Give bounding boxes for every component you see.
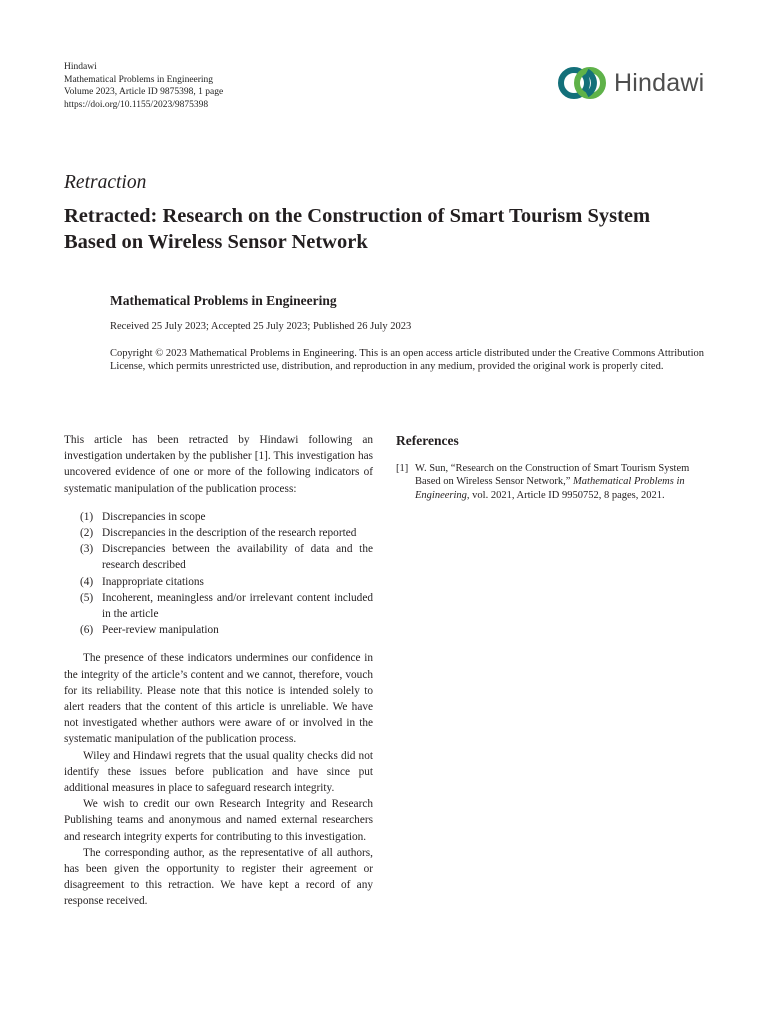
list-item: (3) Discrepancies between the availability of data and the research described (80, 543, 373, 572)
journal-metadata (64, 61, 223, 111)
list-item: (6) Peer-review manipulation (80, 624, 219, 637)
logo-text: Hindawi (614, 68, 705, 97)
body-paragraph: Wiley and Hindawi regrets that the usual quality checks did not identify these issues before publication and have since put additional measures in place to safeguard research integrity. (64, 749, 373, 795)
indicator-list (64, 509, 373, 639)
meta-publisher: Hindawi (64, 62, 97, 72)
body-paragraph: The corresponding author, as the representative of all authors, has been given the opportunity to register their agreement or disagreement to this retraction. We have kept a record of any response received. (64, 846, 373, 908)
copyright-notice: Copyright © 2023 Mathematical Problems in Engineering. This is an open access article distributed under the Creative Commons Attribution License, which permits unrestricted use, distribution, and reproduction in any medium, provided the original work is properly cited. (110, 348, 704, 373)
body-paragraph: We wish to credit our own Research Integrity and Research Publishing teams and anonymous and named external researchers and research integrity experts for contributing to this investigation. (64, 798, 373, 843)
list-item: (1) Discrepancies in scope (80, 510, 206, 523)
list-item: (4) Inappropriate citations (80, 575, 204, 588)
hindawi-logo-icon (556, 63, 608, 103)
journal-name: Mathematical Problems in Engineering (110, 293, 337, 308)
body-paragraph: The presence of these indicators undermines our confidence in the integrity of the article’s content and we cannot, therefore, vouch for its reliability. Please note that this notice is intended solely to alert readers that the content of this article is unreliable. We have not investigated whether authors were aware of or involved in the systematic manipulation of the publication process. (64, 652, 373, 746)
reference-journal: Mathematical Problems in Engineering (415, 476, 685, 501)
article-title: Retracted: Research on the Construction of Smart Tourism System Based on Wireless Sensor Network (64, 205, 651, 253)
meta-doi-link[interactable]: https://doi.org/10.1155/2023/9875398 (64, 99, 209, 110)
list-item: (2) Discrepancies in the description of the research reported (80, 527, 357, 540)
intro-paragraph: This article has been retracted by Hindawi following an investigation undertaken by the publisher [1]. This investigation has uncovered evidence of one or more of the following indicators of systematic manipulation of the publication process: (64, 434, 373, 495)
publication-dates: Received 25 July 2023; Accepted 25 July 2023; Published 26 July 2023 (110, 321, 412, 332)
retraction-body (64, 432, 373, 910)
article-type: Retraction (64, 172, 147, 193)
meta-journal: Mathematical Problems in Engineering (64, 74, 214, 85)
hindawi-logo (556, 62, 716, 104)
list-item: (5) Incoherent, meaningless and/or irrelevant content included in the article (80, 591, 373, 621)
meta-volume: Volume 2023, Article ID 9875398, 1 page (64, 87, 224, 98)
reference-item (396, 462, 704, 502)
references-heading: References (396, 433, 459, 448)
reference-text: W. Sun, “Research on the Construction of Smart Tourism System Based on Wireless Sensor Network,” Mathematical Problems in Engineering, vol. 2021, Article ID 9950752, 8 pages, 2021. (415, 463, 690, 501)
reference-number: [1] (396, 463, 409, 474)
